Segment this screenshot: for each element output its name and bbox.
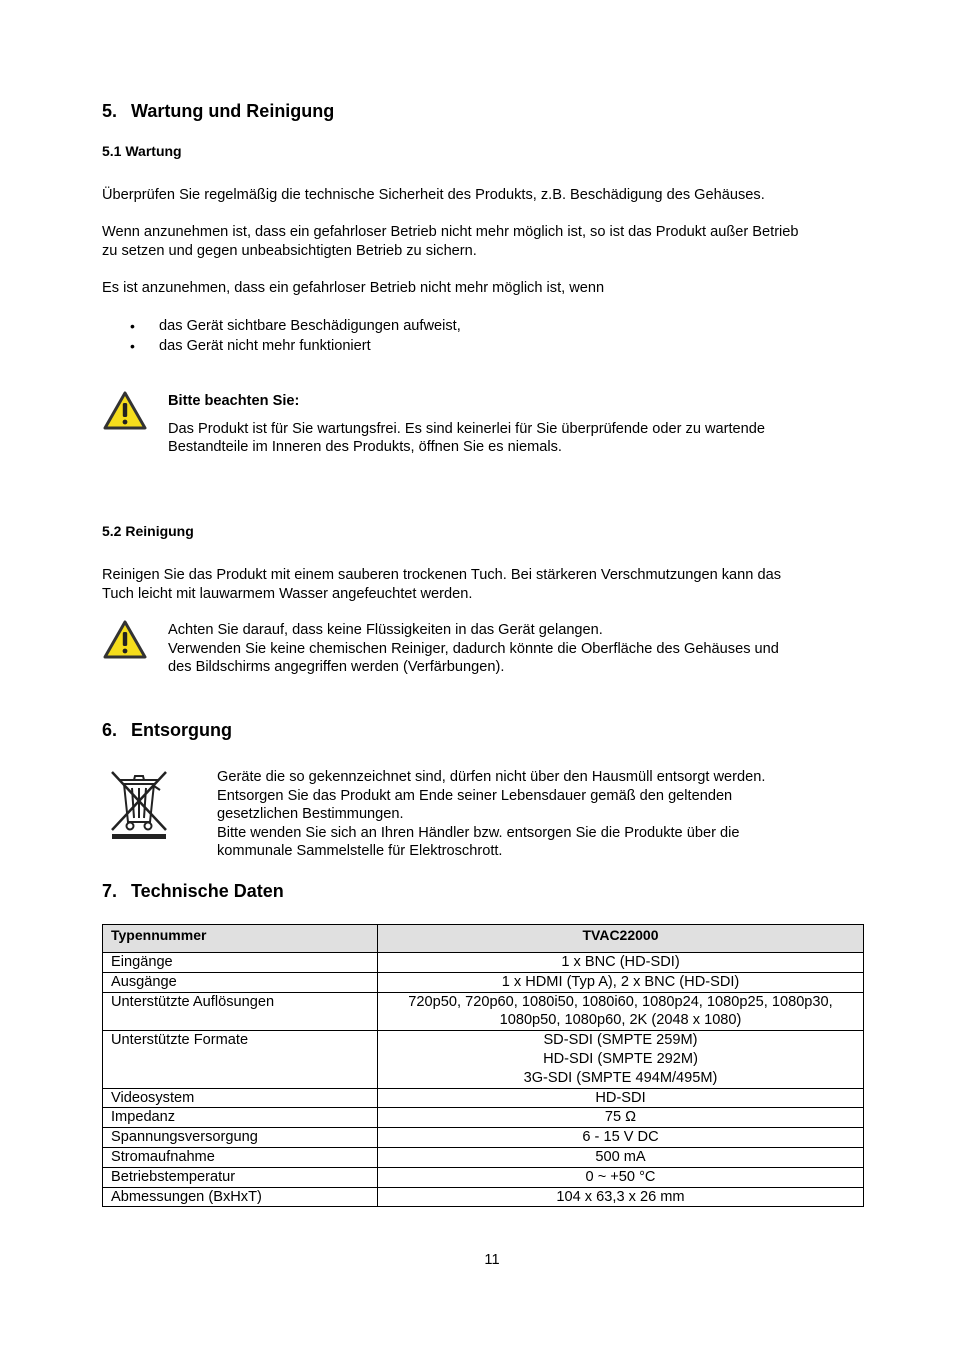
spec-value-line: HD-SDI [595,1089,646,1106]
disposal-line: Entsorgen Sie das Produkt am Ende seiner Lebensdauer gemäß den geltenden [217,787,733,804]
paragraph-unsafe-operation [102,223,902,260]
spec-label: Unterstützte Auflösungen [103,992,378,1031]
section-5-title: Wartung und Reinigung [131,101,335,121]
note-line: Das Produkt ist für Sie wartungsfrei. Es sind keinerlei für Sie überprüfende oder zu wartende [168,420,766,437]
spec-table-body [103,953,864,1207]
spec-value [378,1031,864,1088]
bullet-list [102,317,461,357]
paragraph-line: Reinigen Sie das Produkt mit einem sauberen trockenen Tuch. Bei stärkeren Verschmutzungen kann das [102,567,781,583]
table-header-label: Typennummer [103,925,378,953]
paragraph-line: Tuch leicht mit lauwarmem Wasser angefeuchtet werden. [102,585,473,602]
spec-label: Impedanz [103,1108,378,1128]
page-number: 11 [484,1252,500,1268]
disposal-text [217,768,857,861]
spec-label: Videosystem [103,1088,378,1108]
table-row [103,972,864,992]
disposal-line: gesetzlichen Bestimmungen. [217,806,404,822]
subsection-5-1-heading: 5.1 Wartung [102,143,182,159]
table-row [103,1167,864,1187]
note-title: Bitte beachten Sie: [168,393,300,409]
spec-value-line: 500 mA [595,1148,646,1165]
spec-value [378,992,864,1031]
note-line: Bestandteile im Inneren des Produkts, öffnen Sie es niemals. [168,439,562,455]
spec-value [378,1167,864,1187]
note-line: Achten Sie darauf, dass keine Flüssigkeiten in das Gerät gelangen. [168,622,603,638]
spec-value-line: SD-SDI (SMPTE 259M) [543,1032,698,1049]
spec-value [378,1147,864,1167]
subsection-5-2-heading: 5.2 Reinigung [102,523,194,539]
spec-value-line: 720p50, 720p60, 1080i50, 1080i60, 1080p24, 1080p25, 1080p30, [408,993,833,1010]
spec-value-line: 1080p50, 1080p60, 2K (2048 x 1080) [499,1012,742,1029]
spec-value-line: 6 - 15 V DC [582,1129,659,1146]
table-row [103,992,864,1031]
section-5-number: 5. [102,101,118,121]
cleaning-warning [168,621,868,677]
paragraph-line: zu setzen und gegen unbeabsichtigten Betrieb zu sichern. [102,242,477,259]
spec-value-line: 75 Ω [604,1109,637,1126]
disposal-line: Geräte die so gekennzeichnet sind, dürfen nicht über den Hausmüll entsorgt werden. [217,769,766,785]
spec-table [102,924,864,1207]
section-7-number: 7. [102,881,118,901]
paragraph-check-safety: Überprüfen Sie regelmäßig die technische Sicherheit des Produkts, z.B. Beschädigung des Gehäuses. [102,187,765,203]
spec-value-line: 1 x HDMI (Typ A), 2 x BNC (HD-SDI) [501,973,740,990]
maintenance-note [168,392,868,457]
spec-value-line: 104 x 63,3 x 26 mm [556,1188,685,1205]
table-header-value: TVAC22000 [378,925,864,953]
note-line: des Bildschirms angegriffen werden (Verfärbungen). [168,659,505,675]
spec-value-line: HD-SDI (SMPTE 292M) [543,1050,698,1067]
paragraph-line: Wenn anzunehmen ist, dass ein gefahrloser Betrieb nicht mehr möglich ist, so ist das Produkt außer Betrieb [102,224,799,240]
spec-value [378,1187,864,1207]
table-row [103,1088,864,1108]
crossed-out-wheelie-bin-icon [108,768,170,840]
spec-label: Abmessungen (BxHxT) [103,1187,378,1207]
section-6-heading [102,719,232,741]
spec-label: Betriebstemperatur [103,1167,378,1187]
disposal-line: Bitte wenden Sie sich an Ihren Händler bzw. entsorgen Sie die Produkte über die [217,824,740,841]
spec-value-line: 0 ~ +50 °C [585,1168,656,1185]
spec-label: Ausgänge [103,972,378,992]
spec-value-line: 1 x BNC (HD-SDI) [561,954,680,970]
spec-value [378,1128,864,1148]
warning-triangle-icon [103,391,147,431]
spec-value-line: 3G-SDI (SMPTE 494M/495M) [523,1069,718,1086]
section-5-heading [102,100,334,122]
warning-triangle-icon [103,620,147,660]
table-row [103,1147,864,1167]
paragraph-cleaning [102,566,902,603]
table-row [103,1108,864,1128]
spec-value [378,953,864,973]
note-line: Verwenden Sie keine chemischen Reiniger, dadurch könnte die Oberfläche des Gehäuses und [168,640,779,657]
section-7-heading [102,880,284,902]
table-row [103,1187,864,1207]
table-row [103,953,864,973]
spec-label: Eingänge [103,953,378,973]
disposal-line: kommunale Sammelstelle für Elektroschrott. [217,843,503,859]
list-item: • das Gerät sichtbare Beschädigungen aufweist, [102,317,461,337]
spec-label: Unterstützte Formate [103,1031,378,1088]
spec-label: Spannungsversorgung [103,1128,378,1148]
spec-value [378,1108,864,1128]
section-7-title: Technische Daten [131,881,284,901]
section-6-number: 6. [102,720,118,740]
table-row [103,1128,864,1148]
table-header-row [103,925,864,953]
list-item: • das Gerät nicht mehr funktioniert [102,337,461,357]
table-row [103,1031,864,1088]
spec-label: Stromaufnahme [103,1147,378,1167]
spec-value [378,972,864,992]
paragraph-assume-unsafe: Es ist anzunehmen, dass ein gefahrloser Betrieb nicht mehr möglich ist, wenn [102,280,605,296]
section-6-title: Entsorgung [131,720,232,740]
spec-value [378,1088,864,1108]
